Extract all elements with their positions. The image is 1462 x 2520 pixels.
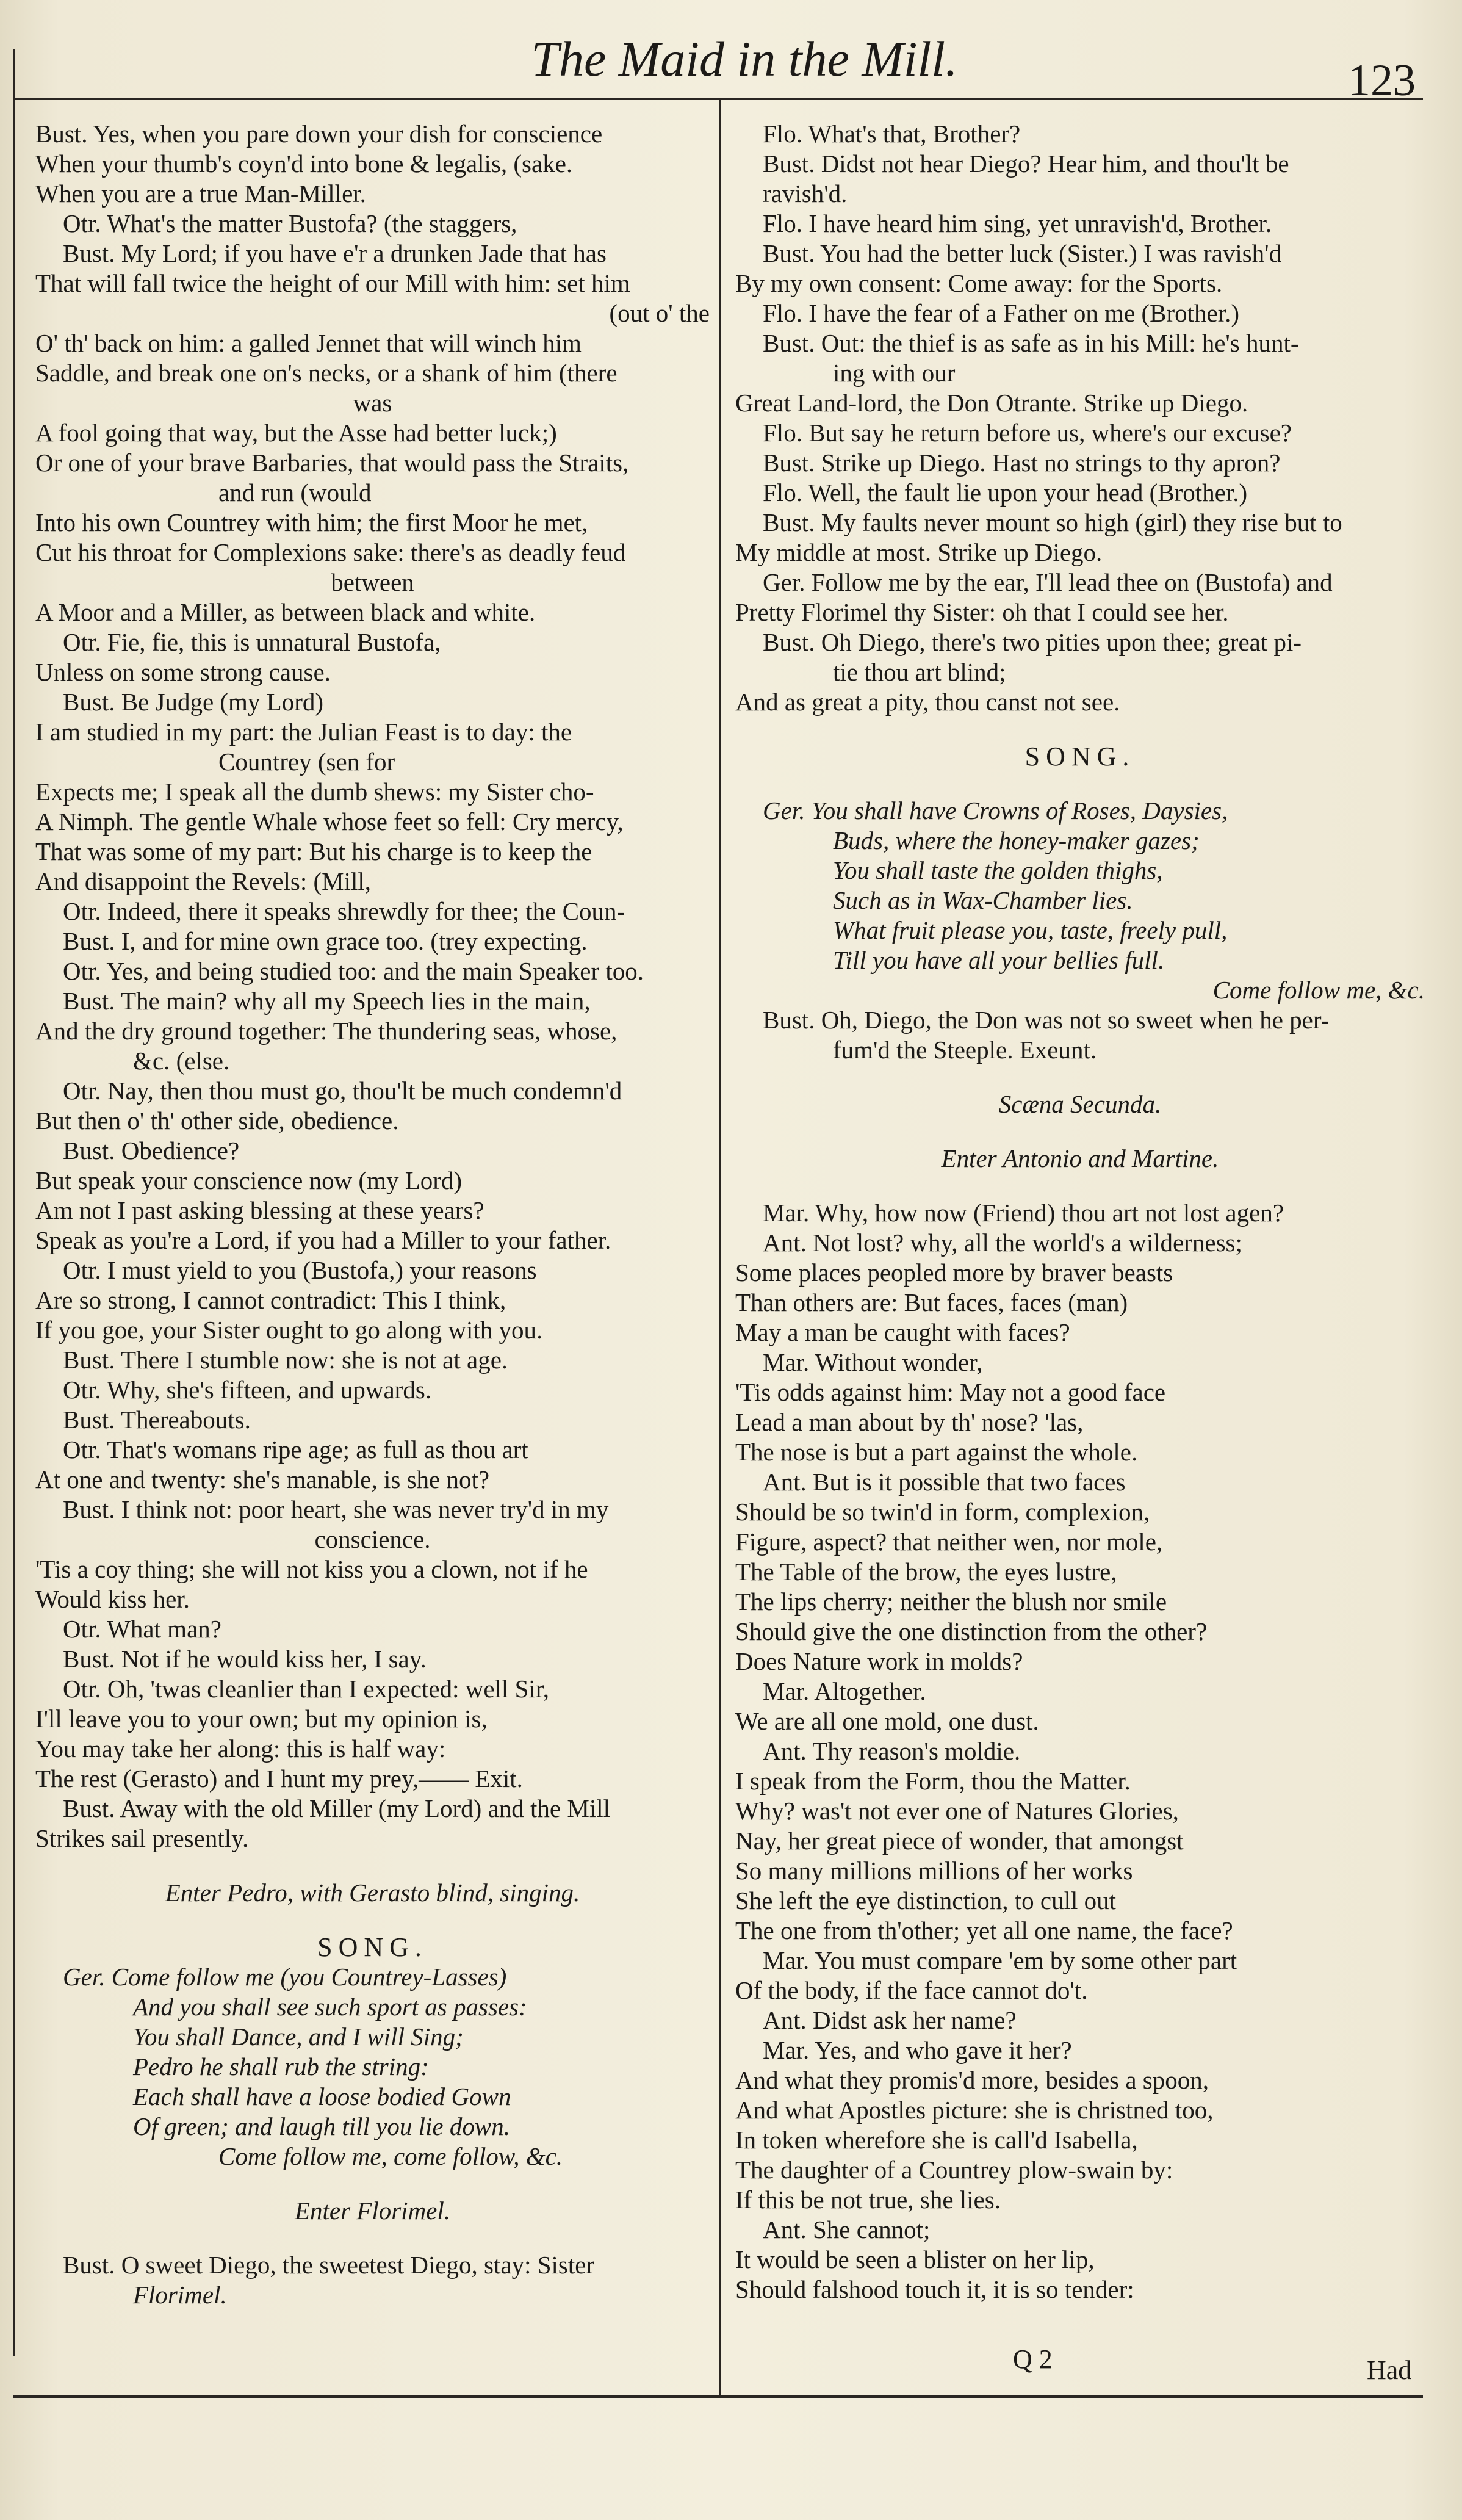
text-line: Does Nature work in molds? <box>735 1647 1023 1675</box>
text-line: You may take her along: this is half way: <box>35 1735 446 1763</box>
text-line: Are so strong, I cannot contradict: This I think, <box>35 1286 506 1314</box>
text-line: But then o' th' other side, obedience. <box>35 1107 399 1135</box>
text-line: Bust. Yes, when you pare down your dish for conscience <box>35 120 603 148</box>
text-line: Bust. Away with the old Miller (my Lord) and the Mill <box>63 1794 610 1822</box>
song-line: Come follow me, &c. <box>1212 976 1425 1004</box>
text-line: Speak as you're a Lord, if you had a Miller to your father. <box>35 1226 611 1254</box>
text-line: And disappoint the Revels: (Mill, <box>35 867 372 895</box>
text-line: Flo. I have the fear of a Father on me (Brother.) <box>763 299 1240 327</box>
spacer <box>735 1174 1425 1198</box>
text-line: Should be so twin'd in form, complexion, <box>735 1498 1150 1526</box>
song-line: Such as in Wax-Chamber lies. <box>833 886 1133 914</box>
text-line: conscience. <box>314 1525 431 1553</box>
text-line: Mar. Altogether. <box>763 1677 926 1705</box>
text-line: The lips cherry; neither the blush nor smile <box>735 1587 1167 1616</box>
right-column <box>735 119 1425 2305</box>
text-line: May a man be caught with faces? <box>735 1318 1070 1346</box>
text-line: ing with our <box>833 359 956 387</box>
text-line: Bust. My faults never mount so high (girl) they rise but to <box>763 508 1342 536</box>
text-line: Bust. I think not: poor heart, she was never try'd in my <box>63 1495 609 1523</box>
text-line: Ant. But is it possible that two faces <box>763 1468 1126 1496</box>
text-line: Ger. Follow me by the ear, I'll lead thee on (Bustofa) and <box>763 568 1333 596</box>
text-line: Of the body, if the face cannot do't. <box>735 1976 1088 2004</box>
text-line: Bust. There I stumble now: she is not at age. <box>63 1346 508 1374</box>
text-line: And what Apostles picture: she is christned too, <box>735 2096 1214 2124</box>
song-line: Come follow me, come follow, &c. <box>218 2142 563 2170</box>
stage-direction: Enter Florimel. <box>294 2197 451 2225</box>
text-line: Than others are: But faces, faces (man) <box>735 1288 1128 1316</box>
text-line: Bust. The main? why all my Speech lies in the main, <box>63 987 591 1015</box>
text-line: Florimel. <box>133 2281 227 2309</box>
song-heading: SONG. <box>1024 742 1136 771</box>
text-line: The nose is but a part against the whole. <box>735 1438 1138 1466</box>
text-line: (out o' the <box>609 299 710 327</box>
text-line: Unless on some strong cause. <box>35 658 331 686</box>
song-line: Pedro he shall rub the string: <box>133 2052 429 2081</box>
text-line: Flo. Well, the fault lie upon your head (Brother.) <box>763 478 1248 507</box>
page-number: 123 <box>1348 56 1416 106</box>
footer-rule <box>13 2395 1423 2398</box>
text-line: It would be seen a blister on her lip, <box>735 2245 1095 2273</box>
text-line: Mar. You must compare 'em by some other part <box>763 1946 1237 1974</box>
text-line: Bust. Thereabouts. <box>63 1406 251 1434</box>
text-line: Expects me; I speak all the dumb shews: my Sister cho- <box>35 778 594 806</box>
text-line: And the dry ground together: The thundering seas, whose, <box>35 1017 618 1045</box>
text-line: and run (would <box>218 478 372 507</box>
spacer <box>735 1119 1425 1144</box>
text-line: Flo. But say he return before us, where's our excuse? <box>763 419 1292 447</box>
text-line: The one from th'other; yet all one name, the face? <box>735 1916 1233 1944</box>
column-divider-rule <box>719 98 721 2395</box>
text-line: Otr. Why, she's fifteen, and upwards. <box>63 1376 432 1404</box>
text-line: The rest (Gerasto) and I hunt my prey,—— Exit. <box>35 1764 523 1793</box>
text-line: 'Tis a coy thing; she will not kiss you a clown, not if he <box>35 1555 588 1583</box>
running-title: The Maid in the Mill. <box>531 31 958 87</box>
text-line: That will fall twice the height of our Mill with him: set him <box>35 269 630 297</box>
text-line: A Moor and a Miller, as between black and white. <box>35 598 536 626</box>
text-line: When you are a true Man-Miller. <box>35 179 366 208</box>
text-line: Bust. You had the better luck (Sister.) I was ravish'd <box>763 239 1282 267</box>
spacer <box>35 1908 710 1932</box>
text-line: between <box>331 568 414 596</box>
text-line: tie thou art blind; <box>833 658 1006 686</box>
text-line: Otr. I must yield to you (Bustofa,) your reasons <box>63 1256 537 1284</box>
song-line: Each shall have a loose bodied Gown <box>133 2082 511 2110</box>
spacer <box>735 771 1425 796</box>
text-line: When your thumb's coyn'd into bone & legalis, (sake. <box>35 150 573 178</box>
song-line: Till you have all your bellies full. <box>833 946 1165 974</box>
text-line: Bust. Oh, Diego, the Don was not so sweet when he per- <box>763 1006 1330 1034</box>
text-line: That was some of my part: But his charge is to keep the <box>35 837 592 865</box>
text-line: ravish'd. <box>763 179 848 208</box>
song-verse <box>735 796 1425 1005</box>
signature-mark: Q 2 <box>1013 2344 1053 2374</box>
right-dialogue-top <box>735 119 1425 717</box>
text-line: Bust. Obedience? <box>63 1136 240 1164</box>
text-line: I'll leave you to your own; but my opinion is, <box>35 1705 488 1733</box>
stage-direction: Enter Antonio and Martine. <box>941 1144 1219 1172</box>
spacer <box>35 2172 710 2196</box>
song-line: You shall taste the golden thighs, <box>833 856 1163 884</box>
text-line: was <box>353 389 392 417</box>
text-line: Mar. Without wonder, <box>763 1348 983 1376</box>
text-line: Saddle, and break one on's necks, or a shank of him (there <box>35 359 618 387</box>
text-line: A Nimph. The gentle Whale whose feet so fell: Cry mercy, <box>35 807 624 836</box>
spacer <box>35 2226 710 2250</box>
text-line: If this be not true, she lies. <box>735 2186 1001 2214</box>
text-line: Pretty Florimel thy Sister: oh that I could see her. <box>735 598 1229 626</box>
text-line: Lead a man about by th' nose? 'las, <box>735 1408 1084 1436</box>
text-line: 'Tis odds against him: May not a good face <box>735 1378 1166 1406</box>
text-line: If you goe, your Sister ought to go along with you. <box>35 1316 543 1344</box>
text-line: But speak your conscience now (my Lord) <box>35 1166 463 1194</box>
left-column <box>35 119 710 2310</box>
text-line: Otr. Indeed, there it speaks shrewdly for thee; the Coun- <box>63 897 625 925</box>
text-line: Nay, her great piece of wonder, that amongst <box>735 1827 1184 1855</box>
text-line: Bust. Out: the thief is as safe as in his Mill: he's hunt- <box>763 329 1299 357</box>
text-line: Bust. Oh Diego, there's two pities upon thee; great pi- <box>763 628 1302 656</box>
text-line: And what they promis'd more, besides a spoon, <box>735 2066 1209 2094</box>
catchword: Had <box>1367 2355 1412 2385</box>
text-line: Strikes sail presently. <box>35 1824 249 1852</box>
text-line: Bust. Not if he would kiss her, I say. <box>63 1645 427 1673</box>
song-line: What fruit please you, taste, freely pull, <box>833 916 1228 944</box>
text-line: Otr. What man? <box>63 1615 221 1643</box>
text-line: The daughter of a Countrey plow-swain by: <box>735 2156 1173 2184</box>
text-line: Into his own Countrey with him; the first Moor he met, <box>35 508 588 536</box>
left-dialogue <box>35 119 710 1854</box>
text-line: Figure, aspect? that neither wen, nor mole, <box>735 1528 1163 1556</box>
text-line: O' th' back on him: a galled Jennet that will winch him <box>35 329 582 357</box>
spacer <box>735 717 1425 742</box>
text-line: Should falshood touch it, it is so tender: <box>735 2275 1134 2303</box>
song-line: Ger. Come follow me (you Countrey-Lasses) <box>63 1963 507 1991</box>
text-line: Otr. Oh, 'twas cleanlier than I expected: well Sir, <box>63 1675 550 1703</box>
text-line: Mar. Yes, and who gave it her? <box>763 2036 1072 2064</box>
song-line: Ger. You shall have Crowns of Roses, Daysies, <box>763 796 1228 825</box>
text-line: Ant. Didst ask her name? <box>763 2006 1017 2034</box>
song-line: You shall Dance, and I will Sing; <box>133 2023 464 2051</box>
text-line: Ant. She cannot; <box>763 2215 931 2244</box>
song-heading: SONG. <box>317 1932 428 1962</box>
text-line: Flo. I have heard him sing, yet unravish'd, Brother. <box>763 209 1272 237</box>
text-line: Otr. What's the matter Bustofa? (the staggers, <box>63 209 517 237</box>
text-line: Bust. My Lord; if you have e'r a drunken Jade that has <box>63 239 607 267</box>
text-line: Or one of your brave Barbaries, that would pass the Straits, <box>35 449 629 477</box>
text-line: A fool going that way, but the Asse had better luck;) <box>35 419 557 447</box>
text-line: Great Land-lord, the Don Otrante. Strike up Diego. <box>735 389 1248 417</box>
text-line: She left the eye distinction, to cull out <box>735 1886 1116 1915</box>
right-dialogue-bottom <box>735 1198 1425 2305</box>
spacer <box>735 1065 1425 1089</box>
text-line: Bust. Didst not hear Diego? Hear him, and thou'lt be <box>763 150 1289 178</box>
song-line: Buds, where the honey-maker gazes; <box>833 826 1200 854</box>
text-line: We are all one mold, one dust. <box>735 1707 1039 1735</box>
text-line: Countrey (sen for <box>218 748 395 776</box>
text-line: Would kiss her. <box>35 1585 190 1613</box>
song-verse <box>35 1962 710 2172</box>
text-line: Mar. Why, how now (Friend) thou art not lost agen? <box>763 1199 1284 1227</box>
text-line: Bust. Be Judge (my Lord) <box>63 688 324 716</box>
song-line: Of green; and laugh till you lie down. <box>133 2112 510 2140</box>
text-line: Otr. Yes, and being studied too: and the main Speaker too. <box>63 957 644 985</box>
text-line: Should give the one distinction from the other? <box>735 1617 1208 1645</box>
left-border-rule <box>13 49 15 2356</box>
text-line: And as great a pity, thou canst not see. <box>735 688 1120 716</box>
text-line: Some places peopled more by braver beasts <box>735 1258 1173 1287</box>
spacer <box>35 1854 710 1878</box>
text-line: Ant. Not lost? why, all the world's a wilderness; <box>763 1229 1242 1257</box>
text-line: Cut his throat for Complexions sake: there's as deadly feud <box>35 538 626 566</box>
text-line: My middle at most. Strike up Diego. <box>735 538 1103 566</box>
text-line: fum'd the Steeple. Exeunt. <box>833 1036 1097 1064</box>
text-line: Flo. What's that, Brother? <box>763 120 1021 148</box>
text-line: Am not I past asking blessing at these years? <box>35 1196 484 1224</box>
text-line: By my own consent: Come away: for the Sports. <box>735 269 1223 297</box>
scene-heading: Scæna Secunda. <box>998 1090 1162 1118</box>
text-line: The Table of the brow, the eyes lustre, <box>735 1558 1117 1586</box>
text-line: Why? was't not ever one of Natures Glories, <box>735 1797 1179 1825</box>
text-line: Otr. That's womans ripe age; as full as thou art <box>63 1435 528 1464</box>
text-line: I speak from the Form, thou the Matter. <box>735 1767 1131 1795</box>
stage-direction: Enter Pedro, with Gerasto blind, singing. <box>165 1879 580 1907</box>
text-line: In token wherefore she is call'd Isabella, <box>735 2126 1138 2154</box>
text-line: Ant. Thy reason's moldie. <box>763 1737 1021 1765</box>
text-line: At one and twenty: she's manable, is she not? <box>35 1465 490 1493</box>
header-rule <box>13 98 1423 100</box>
text-line: &c. (else. <box>133 1047 230 1075</box>
text-line: Bust. I, and for mine own grace too. (trey expecting. <box>63 927 588 955</box>
text-line: I am studied in my part: the Julian Feast is to day: the <box>35 718 572 746</box>
text-line: Bust. Strike up Diego. Hast no strings to thy apron? <box>763 449 1281 477</box>
text-line: Bust. O sweet Diego, the sweetest Diego, stay: Sister <box>63 2251 595 2279</box>
song-line: And you shall see such sport as passes: <box>133 1993 527 2021</box>
text-line: Otr. Fie, fie, this is unnatural Bustofa, <box>63 628 441 656</box>
text-line: Otr. Nay, then thou must go, thou'lt be much condemn'd <box>63 1077 622 1105</box>
text-line: So many millions millions of her works <box>735 1857 1133 1885</box>
